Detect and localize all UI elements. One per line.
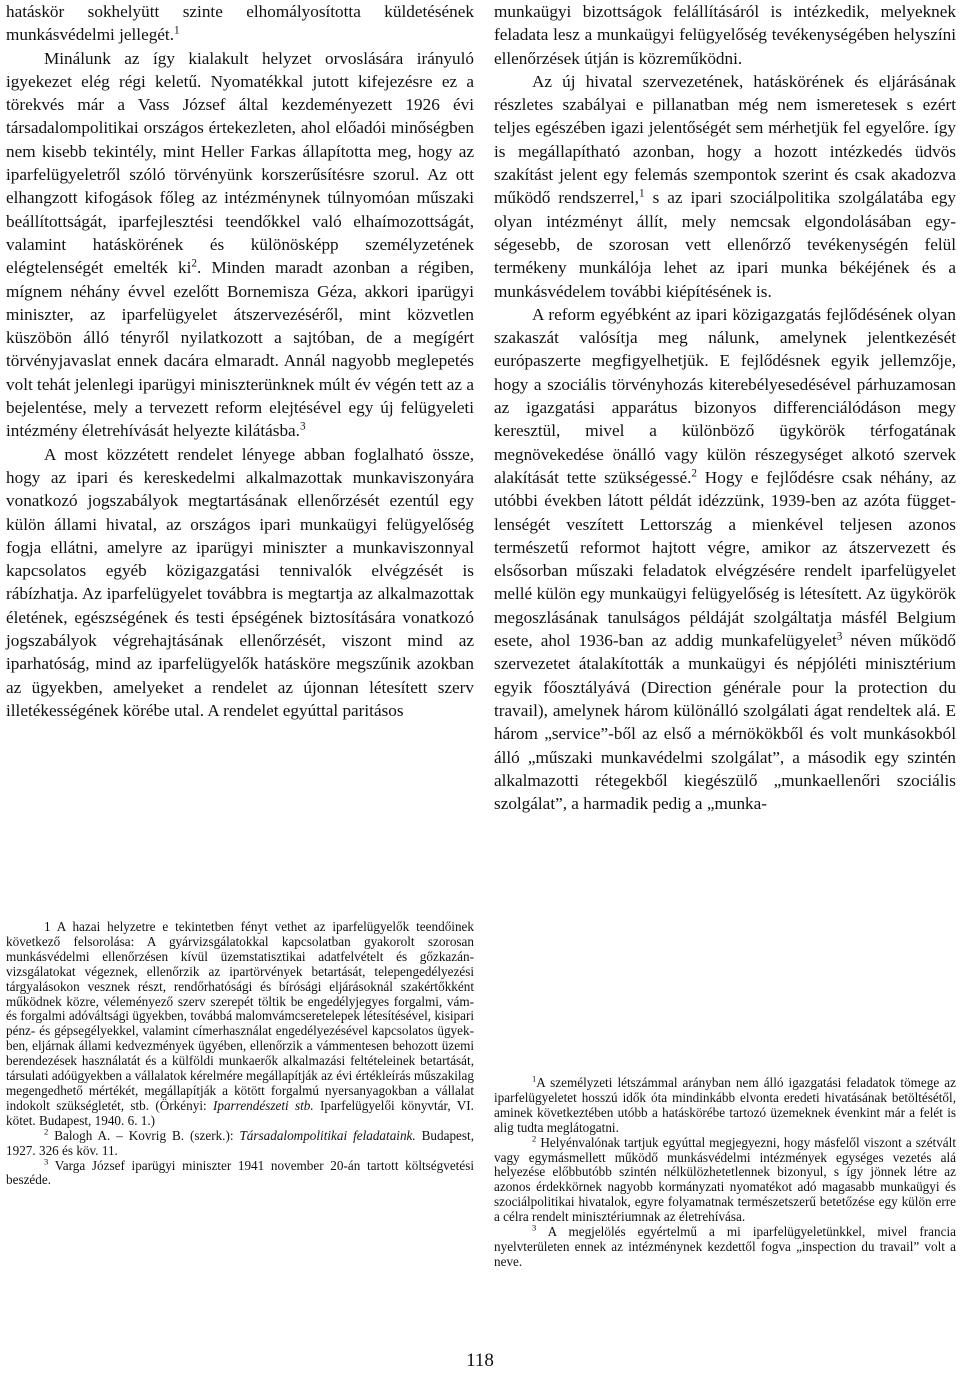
right-footnotes [494,1073,956,1270]
footnote-1: 1 A hazai helyzetre e tekintetben fényt vethet az iparfelügyelők teendőinek következő felsorolása: A gyárvizsgálatokkal kapcsolatban gyakorolt szorosan munkásvédelmi ellenőrzésen kívül üzemstatisztikai adatfelvételt és gőzkazánvizsgálatokat végeznek, ellenőrzik az ipartörvények betartását, telepengedélyezési tárgyalásokon vesznek részt, rendőrhatósági és bírósági eljárásoknál szakértőkként működnek közre, véleményező szerv szerepét töltik be engedélyjegyes forgalmi, vám- és forgalmi adóváltsági ügyekben, továbbá malomvámcseretelepek létesítésével, kisipari pénz- és gépsegélyekkel, valamint címerhasználat engedélyezésével kapcsolatos ügyekben, eljárnak állami kedvezmények ügyében, ellenőrzik a vámmentesen behozott üzemi berendezések használatát és a külföldi munkaerők alkalmazási feltételeinek betartását, társulati adóügyekben a vállalatok kérelmére megállapítják az évi értékleírás műszakilag megengedhető mértékét, megállapítják a kötött forgalmú nyersanyagokban a vállalat indokolt szükségletét, stb. (Örkényi: Iparrendészeti stb. Iparfelügyelői könyvtár, VI. kötet. Budapest, 1940. 6. 1.) [6,919,474,1128]
page-number: 118 [466,1350,494,1371]
footnote-ref: 1 [638,187,645,200]
footnote-ref: 3 [836,630,843,643]
footnote-3: $^3$ Varga József iparügyi miniszter 1941 november 20-án tartott költségvetési beszéde. [6,1156,474,1188]
right-body-text [494,0,956,815]
footnote-3: $^3$ A megjelölés egyértelmű a mi iparfelügyeletünkkel, mivel francia nyelvterületen ennek az intézménynek kezdettől fogva „inspection du travail” volt a neve. [494,1222,956,1269]
footnote-ref: 2 [191,257,198,270]
footnote-2: $^2$ Helyénvalónak tartjuk egyúttal megjegyezni, hogy másfelől viszont a szétvált vagy egymásmellett működő munkásvédelmi intézmények egységes vezetés alá helyezése előbbutóbb szintén nélkülözhetetlennek bizonyul, s így jönnek létre az azonos érdekkörnek nagyobb kormányzati nyomatékot adó magasabb munkaügyi és szociálpolitikai hivatalok, egyre folyamatnak természetszerű betetőzése egy külön erre a célra rendelt minisztériumnak az életrehívása. [494,1133,956,1225]
left-paragraph-2: Minálunk az így kialakult helyzet orvoslására irányuló igyekezet elég régi keletű. Nyomatékkal jutott kifejezésre ez a törekvés már a Vass József által kezdeményezett 1926 évi társadalompolitikai országos értekezleten, ahol előadói minőségben nem kisebb tekintély, mint Heller Farkas állapította meg, hogy az iparfelügyeletről szóló törvényünk korszerűsítésre szorul. Az ott elhangzott kifogások főleg az intézménynek túlnyomóan műszaki beállítottságát, iparfejlesztési teendőkkel való elhaímozottságát, valamint hatáskörének és különösképp személyzetének elégtelenségét emelték $ki^2$. Minden maradt azonban a régiben, mígnem néhány évvel ezelőtt Bornemisza Géza, akkori iparügyi miniszter, az iparfelügyelet átszervezéséről, mint közvetlen küszöbön álló tényről nyilatkozott a sajtóban, de a megígért törvényjavaslat ennek dacára elmaradt. Annál nagyobb meglepetés volt tehát jelenlegi iparügyi miniszterünknek múlt év végén tett az a bejelentése, mely a tervezett reform elejtésével egy új felügyeleti intézmény életrehívását helyezte kilátásba.$^3$ [6,48,474,441]
footnote-2: $^2$ Balogh A. – Kovrig B. (szerk.): Társadalompolitikai feladataink. Budapest, 1927. 326 és köv. 11. [6,1126,474,1158]
footnote-ref: 1 [174,24,180,37]
left-body-text [6,0,474,722]
left-column [6,0,474,1188]
left-paragraph-1: hatáskör sokhelyütt szinte elhomályosította küldetésének munkásvédelmi jellegét.$^1$ [6,2,474,45]
left-paragraph-3: A most közzétett rendelet lényege abban foglalható össze, hogy az ipari és kereskedelmi alkalmazottak munkaviszonyára vonatkozó jogszabályok megtartásának ellenőrzését ezentúl egy külön állami hivatal, az országos ipari munkaügyi felügyelőség fogja ellátni, amelyre az iparügyi miniszter a munkaviszonnyal kapcsolatos egyéb közigazgatási tennivalók elvégzését is rábízhatja. Az iparfelügyelet továbbra is megtartja az alkalmazottak életének, egészségének és testi épségének biztosítására vonatkozó jogszabályok végrehajtásának ellenőrzését, viszont mind az iparhatóság, mind az iparfelügyelők hatásköre megszűnik azokban az ügyekben, amelyeket a rendelet az újonnan létesített szerv illetékességének körébe utal. A rendelet egyúttal paritásos [6,444,474,720]
footnote-1: $^1$A személyzeti létszámmal arányban nem álló igazgatási feladatok tömege az iparfelügyeletet hosszú idők óta mindinkább elvonta eredeti hivatásának betöltésétől, aminek következtében utóbb a hatáskörébe tartozó üzemeknek évenkint már a felét is alig tudta meglátogatni. [494,1073,956,1135]
footnote-ref: 2 [691,467,698,480]
left-footnotes [6,920,474,1188]
footnote-ref: 3 [299,420,306,433]
right-paragraph-3: A reform egyébként az ipari közigazgatás fejlődésének olyan szakaszát valósítja meg nálunk, amelynek jelentkezését európaszerte megfigyelhetjük. E fejlődésnek egyik jellemzője, hogy a szociális törvényhozás kiterebélyesedésével párhuzamosan az igazgatási apparátus bizonyos differenciálódáson megy keresztül, mivel a különböző ügykörök térfogatának megnövekedése önálló vagy külön részegységet alkotó szervek alakítását tette szükségessé.$^2$ Hogy e fejlődésre csak néhány, az utóbbi években látott példát idézzünk, 1939-ben az azóta függetlenségét veszített Lettország a mienkével teljesen azonos természetű reformot hajtott végre, amikor az átszervezett és elsősorban műszaki feladatok elvégzésére rendelt iparfelügyelet mellé külön egy munkaügyi felügyelőség is létesített. Az ügykörök megoszlásának tanulságos példáját szolgáltatja másfél Belgium esete, ahol 1936-ban az addig munkafelügyelet$^3$ néven működő szervezetet átalakították a munkaügyi és népjóléti minisztérium egyik főosztályává (Direction générale pour la protection du travail), amelynek három különálló szolgálati ágat rendeltek alá. E három „service”-ből az első a mérnökökből és volt munkásokból álló „műszaki munkavédelmi szolgálat”, a második egy szintén alkalmazotti rétegekből kiegészülő „munkaellenőri szociális szolgálat”, a harmadik pedig a „munka- [494,304,956,814]
right-paragraph-1: munkaügyi bizottságok felállításáról is intézkedik, melyeknek feladata lesz a munkaügyi felügyelőség tevékenységében helyszíni ellenőrzések útján is közreműködni. [494,2,956,68]
right-paragraph-2: Az új hivatal szervezetének, hatáskörének és eljárásának részletes szabályai e pillanatban még nem ismeretesek s ezért teljes egészében igazi jelentőségét sem mérhetjük fel egyelőre. így is megállapítható azonban, hogy a hozott intézkedés üdvös szakítást jelent egy felemás szempontok szerint és csak akadozva működő rendszerrel,$^1$ s az ipari szociálpolitika szolgálatába egy olyan intézményt állít, mely nemcsak elgondolásában egységesebb, de szorosan vett ellenőrző tevékenységén felül termékeny munkálója lehet az ipari munka békéjének és a munkásvédelem további kiépítésének is. [494,71,956,301]
right-column [494,0,956,1269]
